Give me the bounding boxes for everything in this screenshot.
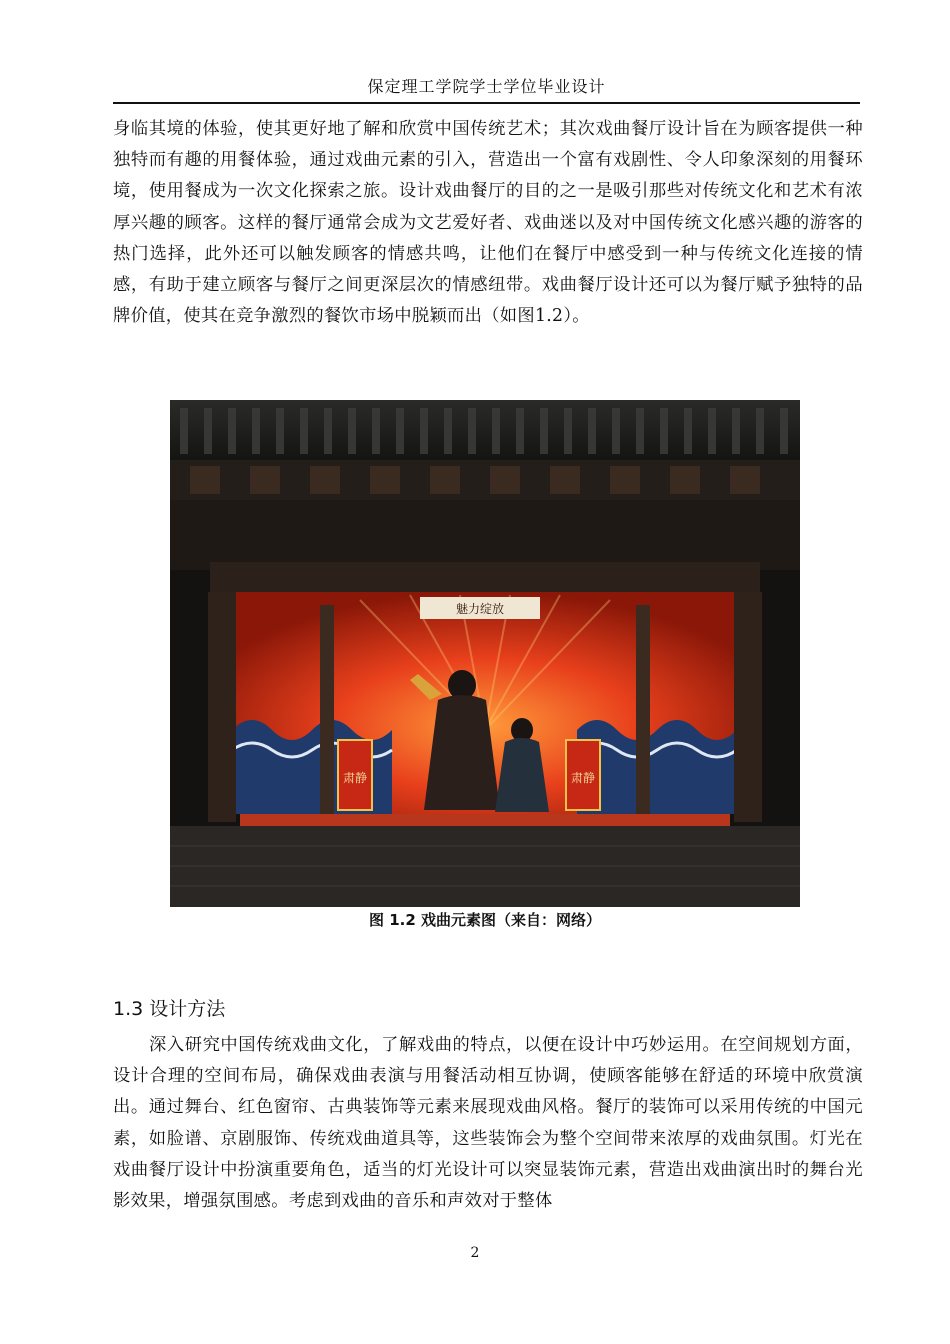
stage-screen-text-right: 肃静 <box>570 771 596 785</box>
page-number: 2 <box>470 1245 480 1261</box>
header-title: 保定理工学院学士学位毕业设计 <box>367 77 606 96</box>
section-heading: 1.3 设计方法 <box>113 998 226 1020</box>
opera-stage-image <box>170 400 800 907</box>
body-paragraph: 身临其境的体验，使其更好地了解和欣赏中国传统艺术；其次戏曲餐厅设计旨在为顾客提供一种独特而有趣的用餐体验，通过戏曲元素的引入，营造出一个富有戏剧性、令人印象深刻的用餐环境，使用餐成为一次文化探索之旅。设计戏曲餐厅的目的之一是吸引那些对传统文化和艺术有浓厚兴趣的顾客。这样的餐厅通常会成为文艺爱好者、戏曲迷以及对中国传统文化感兴趣的游客的热门选择，此外还可以触发顾客的情感共鸣，让他们在餐厅中感受到一种与传统文化连接的情感，有助于建立顾客与餐厅之间更深层次的情感纽带。戏曲餐厅设计还可以为餐厅赋予独特的品牌价值，使其在竞争激烈的餐饮市场中脱颖而出（如图1.2）。 <box>113 119 863 327</box>
figure-caption: 图 1.2 戏曲元素图（来自：网络） <box>368 911 602 929</box>
stage-screen-text-left: 肃静 <box>342 771 368 785</box>
body-paragraph: 深入研究中国传统戏曲文化，了解戏曲的特点，以便在设计中巧妙运用。在空间规划方面，设计合理的空间布局，确保戏曲表演与用餐活动相互协调，使顾客能够在舒适的环境中欣赏演出。通过舞台、红色窗帘、古典装饰等元素来展现戏曲风格。餐厅的装饰可以采用传统的中国元素，如脸谱、京剧服饰、传统戏曲道具等，这些装饰会为整个空间带来浓厚的戏曲氛围。灯光在戏曲餐厅设计中扮演重要角色，适当的灯光设计可以突显装饰元素，营造出戏曲演出时的舞台光影效果，增强氛围感。考虑到戏曲的音乐和声效对于整体 <box>113 1035 863 1212</box>
opera-stage-figure <box>170 400 800 907</box>
stage-plaque-text: 魅力绽放 <box>455 602 505 616</box>
page-header <box>113 74 860 104</box>
